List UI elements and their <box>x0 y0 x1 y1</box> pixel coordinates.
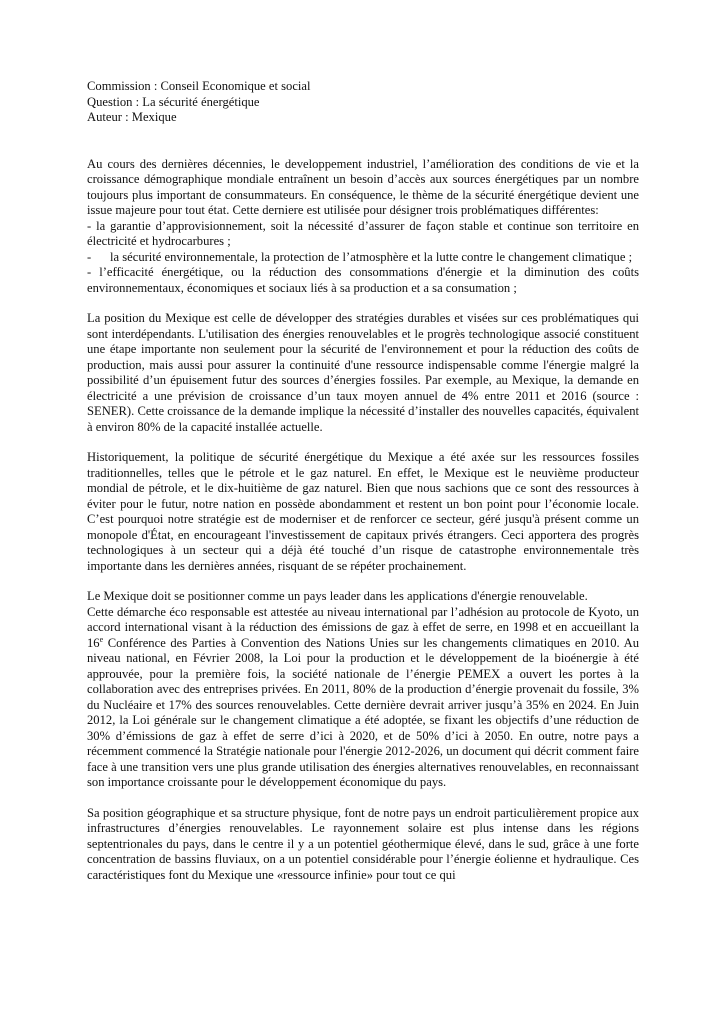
paragraph-history: Historiquement, la politique de sécurité énergétique du Mexique a été axée sur les ressources fossiles traditionnelles, telles que le pétrole et le gaz naturel. En effet, le Mexique est le neuvième producteur mondial de pétrole, et le dix-huitième de gaz naturel. Bien que nous sachions que ce sont des ressources à éviter pour le futur, notre nation en possède abondamment et restent un bon point pour l’économie locale. C’est pourquoi notre stratégie est de moderniser et de renforcer ce secteur, géré jusqu'à présent comme un monopole d'État, en encourageant l'investissement de capitaux privés étrangers. Ceci apportera des progrès technologiques à un secteur qui a déjà été touché d’un risque de catastrophe environnementale très importante dans les dernières années, risquant de se répéter prochainement. <box>87 450 639 573</box>
paragraph-renewable-lead: Le Mexique doit se positionner comme un pays leader dans les applications d'énergie renouvelable. <box>87 589 588 603</box>
renewable-text-part2: Conférence des Parties à Convention des Nations Unies sur les changements climatiques en 2010. Au niveau national, en Février 2008, la Loi pour la production et le développement de la bioénergie à été approuvée, pour la première fois, la société nationale de l’énergie PEMEX a ouvert les portes à la collaboration avec des entreprises privées. En 2011, 80% de la production d’énergie provenait du fossile, 3% du Nucléaire et 17% des sources renouvelables. Cette dernière devrait arriver jusqu’à 35% en 2024. En Juin 2012, la Loi générale sur le changement climatique a été adoptée, se fixant les objectifs d’une réduction de 30% d’émissions de gaz à effet de serre d’ici à 2020, et de 50% d’ici à 2050. En outre, notre pays a récemment commencé la Stratégie nationale pour l'énergie 2012-2026, un document qui décrit comment faire face à une transition vers une plus grande utilisation des énergies alternatives renouvelables, en reconnaissant son importance croissante pour le développement économique du pays. <box>87 635 639 789</box>
renewable-text-part1: Cette démarche éco responsable est attestée au niveau international par l’adhésion au protocole de Kyoto, un accord international visant à la réduction des émissions de gaz à effet de serre, en 1998 et en accueillant la 16 <box>87 604 639 650</box>
commission-line: Commission : Conseil Economique et social <box>87 79 311 93</box>
bullet-supply: - la garantie d’approvisionnement, soit la nécessité d’assurer de façon stable et continue son territoire en électricité et hydrocarbures ; <box>87 218 639 248</box>
author-line: Auteur : Mexique <box>87 110 177 124</box>
bullet-environment <box>87 250 639 266</box>
bullet-dash: - <box>87 249 92 264</box>
question-line: Question : La sécurité énergétique <box>87 94 260 109</box>
document-header <box>87 79 639 126</box>
paragraph-renewable <box>87 605 639 791</box>
bullet-environment-text: la sécurité environnementale, la protection de l’atmosphère et la lutte contre le changement climatique ; <box>110 249 633 264</box>
bullet-efficiency: - l’efficacité énergétique, ou la réduction des consommations d'énergie et la diminution des coûts environnementaux, économiques et sociaux liés à sa production et a sa consumation ; <box>87 265 639 295</box>
paragraph-intro: Au cours des dernières décennies, le developpement industriel, l’amélioration des conditions de vie et la croissance démographique mondiale entraînent un besoin d’accès aux sources énergétiques par un nombre toujours plus important de consummateurs. En conséquence, le thème de la sécurité énergétique devient une issue majeure pour tout état. Cette derniere est utilisée pour désigner trois problématiques différentes: <box>87 156 639 217</box>
paragraph-geography: Sa position géographique et sa structure physique, font de notre pays un endroit particulièrement propice aux infrastructures d’énergies renouvelables. Le rayonnement solaire est plus intense dans les régions septentrionales du pays, dans le centre il y a un potentiel géothermique élevé, dans le sud, grâce à une forte concentration de bassins fluviaux, on a un potentiel considérable pour l’énergie éolienne et hydraulique. Ces caractéristiques font du Mexique une «ressource infinie» pour tout ce qui <box>87 805 639 882</box>
paragraph-position: La position du Mexique est celle de développer des stratégies durables et visées sur ces problématiques qui sont interdépendants. L'utilisation des énergies renouvelables et le progrès technologique associé constituent une étape importante non seulement pour la sécurité de l'environnement et pour la réduction des coûts de production, mais aussi pour assurer la continuité d'une ressource indispensable comme l'énergie malgré la possibilité d’un épuisement futur des sources d’énergies fossiles. Par exemple, au Mexique, la demande en électricité a une prévision de croissance d’un taux moyen annuel de 4% entre 2011 et 2016 (source : SENER). Cette croissance de la demande implique la nécessité d’installer des nouvelles capacités, équivalent à environ 80% de la capacité installée actuelle. <box>87 311 639 434</box>
document-page <box>87 79 639 883</box>
ordinal-superscript: e <box>99 634 104 644</box>
